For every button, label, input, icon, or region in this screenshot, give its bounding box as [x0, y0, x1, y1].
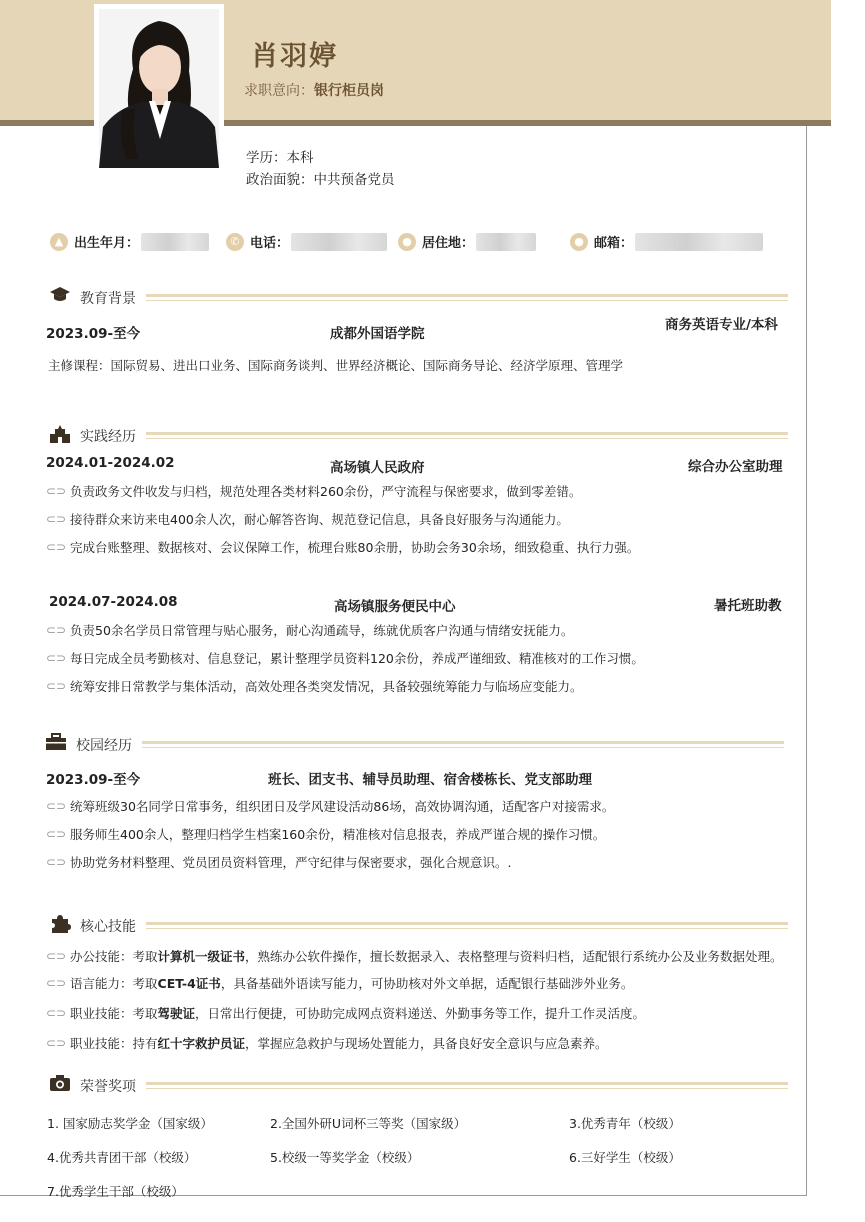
list-item: ⊂⊃ 负责政务文件收发与归档，规范处理各类材料260余份，严守流程与保密要求，做到零差错。: [46, 484, 582, 499]
contact-email: [570, 232, 763, 251]
section-practice: [48, 424, 788, 446]
link-icon: ⊂⊃: [46, 949, 67, 963]
portrait-illustration: [99, 9, 219, 168]
list-item: ⊂⊃ 办公技能：考取 计算机一级证书 ，熟练办公软件操作，擅长数据录入、表格整理与资料归档，适配银行系统办公及业务数据处理。: [46, 949, 783, 964]
link-icon: ⊂⊃: [46, 1006, 67, 1020]
education-date: 2023.09-至今: [46, 326, 141, 342]
contact-phone: [226, 232, 387, 251]
graduation-cap-icon: [48, 286, 72, 306]
list-item: ⊂⊃ 语言能力：考取 CET-4证书 ，具备基础外语读写能力，可协助核对外文单据，适配银行基础涉外业务。: [46, 976, 634, 991]
education-major: 商务英语专业/本科: [665, 317, 778, 333]
section-rule: [142, 747, 784, 748]
education-courses: 主修课程：国际贸易、进出口业务、国际商务谈判、世界经济概论、国际商务导论、经济学原理、管理学: [48, 358, 624, 373]
list-item: ⊂⊃ 服务师生400余人，整理归档学生档案160余份，精准核对信息报表，养成严谨合规的操作习惯。: [46, 827, 606, 842]
location-icon: ●: [570, 233, 588, 251]
award-item: 2.全国外研U词杯三等奖（国家级）: [270, 1116, 467, 1131]
building-icon: [48, 424, 72, 444]
contact-phone-label: 电话：: [250, 236, 290, 251]
section-education: [48, 286, 788, 308]
link-icon: ⊂⊃: [46, 679, 67, 693]
redacted-value: [291, 233, 387, 251]
redacted-value: [476, 233, 536, 251]
award-item: 5.校级一等奖学金（校级）: [270, 1150, 420, 1165]
campus-date: 2023.09-至今: [46, 772, 141, 788]
link-icon: ⊂⊃: [46, 855, 67, 869]
list-item: ⊂⊃ 完成台账整理、数据核对、会议保障工作，梳理台账80余册，协助会务30余场，细致稳重、执行力强。: [46, 540, 640, 555]
link-icon: ⊂⊃: [46, 976, 67, 990]
link-icon: ⊂⊃: [46, 1036, 67, 1050]
job-intent-label: 求职意向：: [244, 83, 314, 99]
education-school: 成都外国语学院: [330, 326, 425, 342]
section-rule: [146, 1082, 788, 1085]
practice-1-org: 高场镇人民政府: [330, 460, 425, 476]
section-rule: [146, 438, 788, 439]
list-item: ⊂⊃ 职业技能：考取 驾驶证 ，日常出行便捷，可协助完成网点资料递送、外勤事务等工作，提升工作灵活度。: [46, 1006, 646, 1021]
list-item: ⊂⊃ 协助党务材料整理、党员团员资料管理，严守纪律与保密要求，强化合规意识。.: [46, 855, 512, 870]
section-campus: [44, 733, 784, 755]
puzzle-icon: [48, 914, 72, 934]
contact-row: [0, 232, 807, 258]
award-item: 6.三好学生（校级）: [569, 1150, 681, 1165]
contact-birth-label: 出生年月：: [74, 236, 140, 251]
briefcase-icon: [44, 733, 68, 753]
contact-address: [398, 232, 536, 251]
phone-icon: ✆: [226, 233, 244, 251]
contact-address-label: 居住地：: [422, 236, 475, 251]
list-item: ⊂⊃ 接待群众来访来电400余人次，耐心解答咨询、规范登记信息，具备良好服务与沟通能力。: [46, 512, 569, 527]
list-item: ⊂⊃ 每日完成全员考勤核对、信息登记，累计整理学员资料120余份，养成严谨细致、精准核对的工作习惯。: [46, 651, 644, 666]
link-icon: ⊂⊃: [46, 799, 67, 813]
link-icon: ⊂⊃: [46, 623, 67, 637]
practice-2-role: 暑托班助教: [714, 598, 782, 614]
section-rule: [142, 741, 784, 744]
section-title: 实践经历: [80, 429, 136, 445]
redacted-value: [141, 233, 209, 251]
list-item: ⊂⊃ 统筹安排日常教学与集体活动，高效处理各类突发情况，具备较强统筹能力与临场应变能力。: [46, 679, 583, 694]
location-icon: ●: [398, 233, 416, 251]
cake-icon: ▲: [50, 233, 68, 251]
redacted-value: [635, 233, 763, 251]
section-rule: [146, 432, 788, 435]
political-status: 政治面貌：中共预备党员: [246, 172, 395, 188]
profile-photo: [99, 9, 219, 168]
link-icon: ⊂⊃: [46, 540, 67, 554]
award-item: 3.优秀青年（校级）: [569, 1116, 681, 1131]
job-intent: [244, 80, 384, 100]
practice-2-org: 高场镇服务便民中心: [334, 599, 456, 615]
campus-roles: 班长、团支书、辅导员助理、宿舍楼栋长、党支部助理: [268, 772, 592, 788]
contact-birth: [50, 232, 209, 251]
list-item: ⊂⊃ 职业技能：持有 红十字救护员证 ，掌握应急救护与现场处置能力，具备良好安全意识与应急素养。: [46, 1036, 608, 1051]
section-rule: [146, 300, 788, 301]
award-item: 4.优秀共青团干部（校级）: [47, 1150, 197, 1165]
section-title: 教育背景: [80, 291, 136, 307]
list-item: ⊂⊃ 统筹班级30名同学日常事务，组织团日及学风建设活动86场，高效协调沟通，适配客户对接需求。: [46, 799, 615, 814]
section-title: 荣誉奖项: [80, 1079, 136, 1095]
section-rule: [146, 294, 788, 297]
link-icon: ⊂⊃: [46, 484, 67, 498]
award-item: 1. 国家励志奖学金（国家级）: [47, 1116, 213, 1131]
link-icon: ⊂⊃: [46, 512, 67, 526]
award-item: 7.优秀学生干部（校级）: [47, 1184, 184, 1199]
candidate-name: 肖羽婷: [251, 41, 338, 72]
section-rule: [146, 922, 788, 925]
job-intent-value: 银行柜员岗: [314, 83, 384, 99]
section-skills: [48, 914, 788, 936]
section-rule: [146, 928, 788, 929]
education-level: 学历：本科: [246, 150, 314, 166]
section-rule: [146, 1088, 788, 1089]
section-title: 核心技能: [80, 919, 136, 935]
link-icon: ⊂⊃: [46, 827, 67, 841]
camera-icon: [48, 1074, 72, 1094]
section-awards: [48, 1074, 788, 1096]
contact-email-label: 邮箱：: [594, 236, 634, 251]
practice-2-date: 2024.07-2024.08: [49, 594, 178, 610]
link-icon: ⊂⊃: [46, 651, 67, 665]
practice-1-role: 综合办公室助理: [688, 459, 783, 475]
practice-1-date: 2024.01-2024.02: [46, 455, 175, 471]
section-title: 校园经历: [76, 738, 132, 754]
list-item: ⊂⊃ 负责50余名学员日常管理与贴心服务，耐心沟通疏导，练就优质客户沟通与情绪安抚能力。: [46, 623, 574, 638]
page-border-right: [806, 126, 807, 1196]
